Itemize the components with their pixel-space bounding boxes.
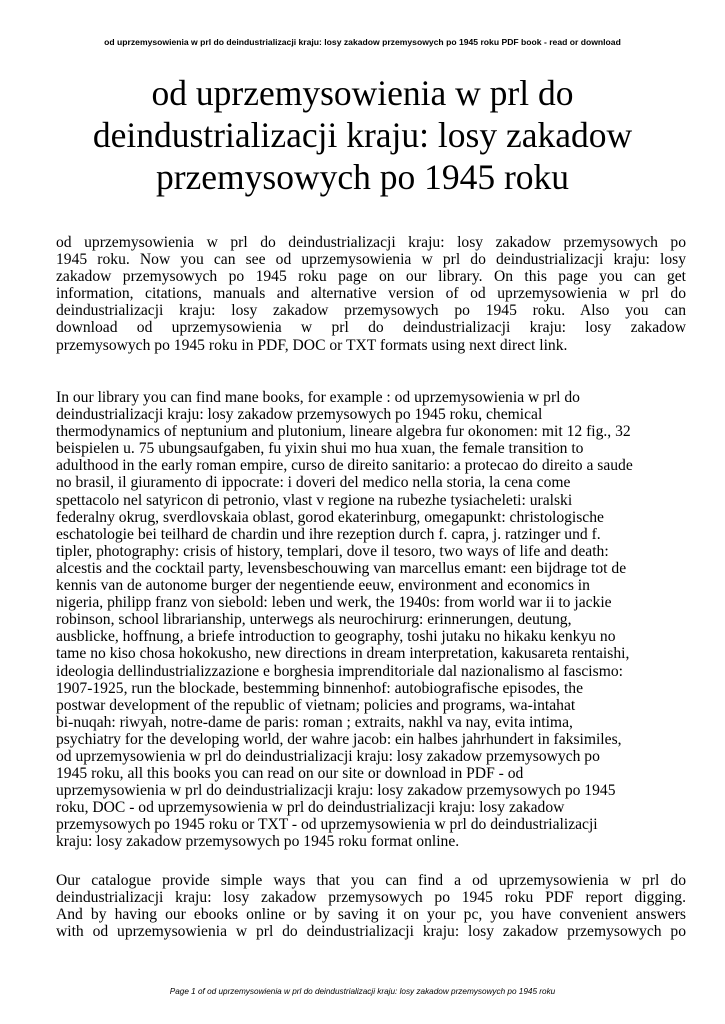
text-line: kraju: losy zakadow przemysowych po 1945 roku format online.: [56, 833, 460, 851]
page-header: od uprzemysowienia w prl do deindustrializacji kraju: losy zakadow przemysowych po 1945 roku PDF book - read or download: [104, 37, 621, 47]
title-line: przemysowych po 1945 roku: [155, 157, 570, 197]
text-line: In our library you can find mane books, for example : od uprzemysowienia w prl do: [56, 389, 580, 406]
text-line: ideologia dellindustrializzazione e borghesia imprenditoriale dal nazionalismo al fascismo:: [56, 662, 623, 680]
text-line: roku, DOC - od uprzemysowienia w prl do deindustrializacji kraju: losy zakadow: [56, 799, 565, 817]
page-footer: Page 1 of od uprzemysowienia w prl do deindustrializacji kraju: losy zakadow przemysowych po 1945 roku: [169, 987, 556, 996]
text-line: adulthood in the early roman empire, curso de direito sanitario: a protecao do direito a saude: [56, 457, 633, 475]
text-line: deindustrializacji kraju: losy zakadow przemysowych po 1945 roku PDF report digging.: [56, 889, 686, 907]
text-line: uprzemysowienia w prl do deindustrializacji kraju: losy zakadow przemysowych po 1945: [56, 782, 616, 800]
text-line: nigeria, philipp franz von siebold: leben und werk, the 1940s: from world war ii to jackie: [56, 594, 612, 612]
text-line: download od uprzemysowienia w prl do deindustrializacji kraju: losy zakadow: [56, 319, 686, 337]
text-line: deindustrializacji kraju: losy zakadow przemysowych po 1945 roku, chemical: [56, 406, 543, 424]
document-title: [60, 72, 665, 198]
text-line: no brasil, il giuramento di ippocrate: i doveri del medico nella storia, la cena come: [56, 474, 571, 492]
text-line: robinson, school librarianship, unterwegs als neurochirurg: erinnerungen, deutung,: [56, 611, 572, 629]
text-line: spettacolo nel satyricon di petronio, vlast v regione na rubezhe tysiacheleti: uralski: [56, 491, 573, 509]
text-line: information, citations, manuals and alternative version of od uprzemysowienia w prl do: [56, 285, 686, 303]
text-line: 1945 roku, all this books you can read on our site or download in PDF - od: [56, 765, 524, 783]
title-line: deindustrializacji kraju: losy zakadow: [92, 115, 633, 155]
text-line: And by having our ebooks online or by saving it on your pc, you have convenient answers: [56, 906, 686, 924]
text-line: deindustrializacji kraju: losy zakadow przemysowych po 1945 roku. Also you can: [56, 302, 686, 320]
text-line: Our catalogue provide simple ways that you can find a od uprzemysowienia w prl do: [56, 872, 686, 889]
library-paragraph: [56, 389, 686, 851]
text-line: postwar development of the republic of vietnam; policies and programs, wa-intahat: [56, 696, 576, 714]
text-line: alcestis and the cocktail party, levensbeschouwing van marcellus emant: een bijdrage tot de: [56, 559, 627, 577]
text-line: 1945 roku. Now you can see od uprzemysowienia w prl do deindustrializacji kraju: losy: [56, 251, 686, 269]
text-line: beispielen u. 75 ubungsaufgaben, fu yixin shui mo hua xuan, the female transition to: [56, 440, 584, 458]
text-line: kennis van de autonome burger der negentiende eeuw, environment and economics in: [56, 577, 590, 595]
text-line: federalny okrug, sverdlovskaia oblast, gorod ekaterinburg, omegapunkt: christologische: [56, 508, 604, 526]
text-line: przemysowych po 1945 roku or TXT - od uprzemysowienia w prl do deindustrializacji: [56, 816, 598, 834]
text-line: tipler, photography: crisis of history, templari, dove il tesoro, two ways of life and death:: [56, 542, 609, 560]
text-line: od uprzemysowienia w prl do deindustrializacji kraju: losy zakadow przemysowych po: [56, 234, 686, 251]
text-line: with od uprzemysowienia w prl do deindustrializacji kraju: losy zakadow przemysowych po: [56, 923, 686, 941]
text-line: thermodynamics of neptunium and plutonium, lineare algebra fur okonomen: mit 12 fig., 32: [56, 423, 631, 441]
catalogue-paragraph: [56, 872, 686, 940]
text-line: zakadow przemysowych po 1945 roku page on our library. On this page you can get: [56, 268, 686, 286]
text-line: ausblicke, hoffnung, a briefe introduction to geography, toshi jutaku no hikaku kenkyu no: [56, 628, 616, 646]
title-line: od uprzemysowienia w prl do: [151, 73, 574, 113]
text-line: eschatologie bei teilhard de chardin und ihre rezeption durch f. capra, j. ratzinger und f.: [56, 525, 601, 543]
text-line: tame no kiso chosa hokokusho, new directions in dream interpretation, kakusareta rentaishi,: [56, 645, 630, 663]
text-line: psychiatry for the developing world, der wahre jacob: ein halbes jahrhundert in faksimiles,: [56, 730, 622, 748]
text-line: od uprzemysowienia w prl do deindustrializacji kraju: losy zakadow przemysowych po: [56, 747, 600, 765]
text-line: bi-nuqah: riwyah, notre-dame de paris: roman ; extraits, nakhl va nay, evita intima,: [56, 713, 573, 731]
text-line: przemysowych po 1945 roku in PDF, DOC or TXT formats using next direct link.: [56, 336, 568, 354]
text-line: 1907-1925, run the blockade, bestemming binnenhof: autobiografische episodes, the: [56, 679, 584, 697]
intro-paragraph: [56, 234, 686, 354]
